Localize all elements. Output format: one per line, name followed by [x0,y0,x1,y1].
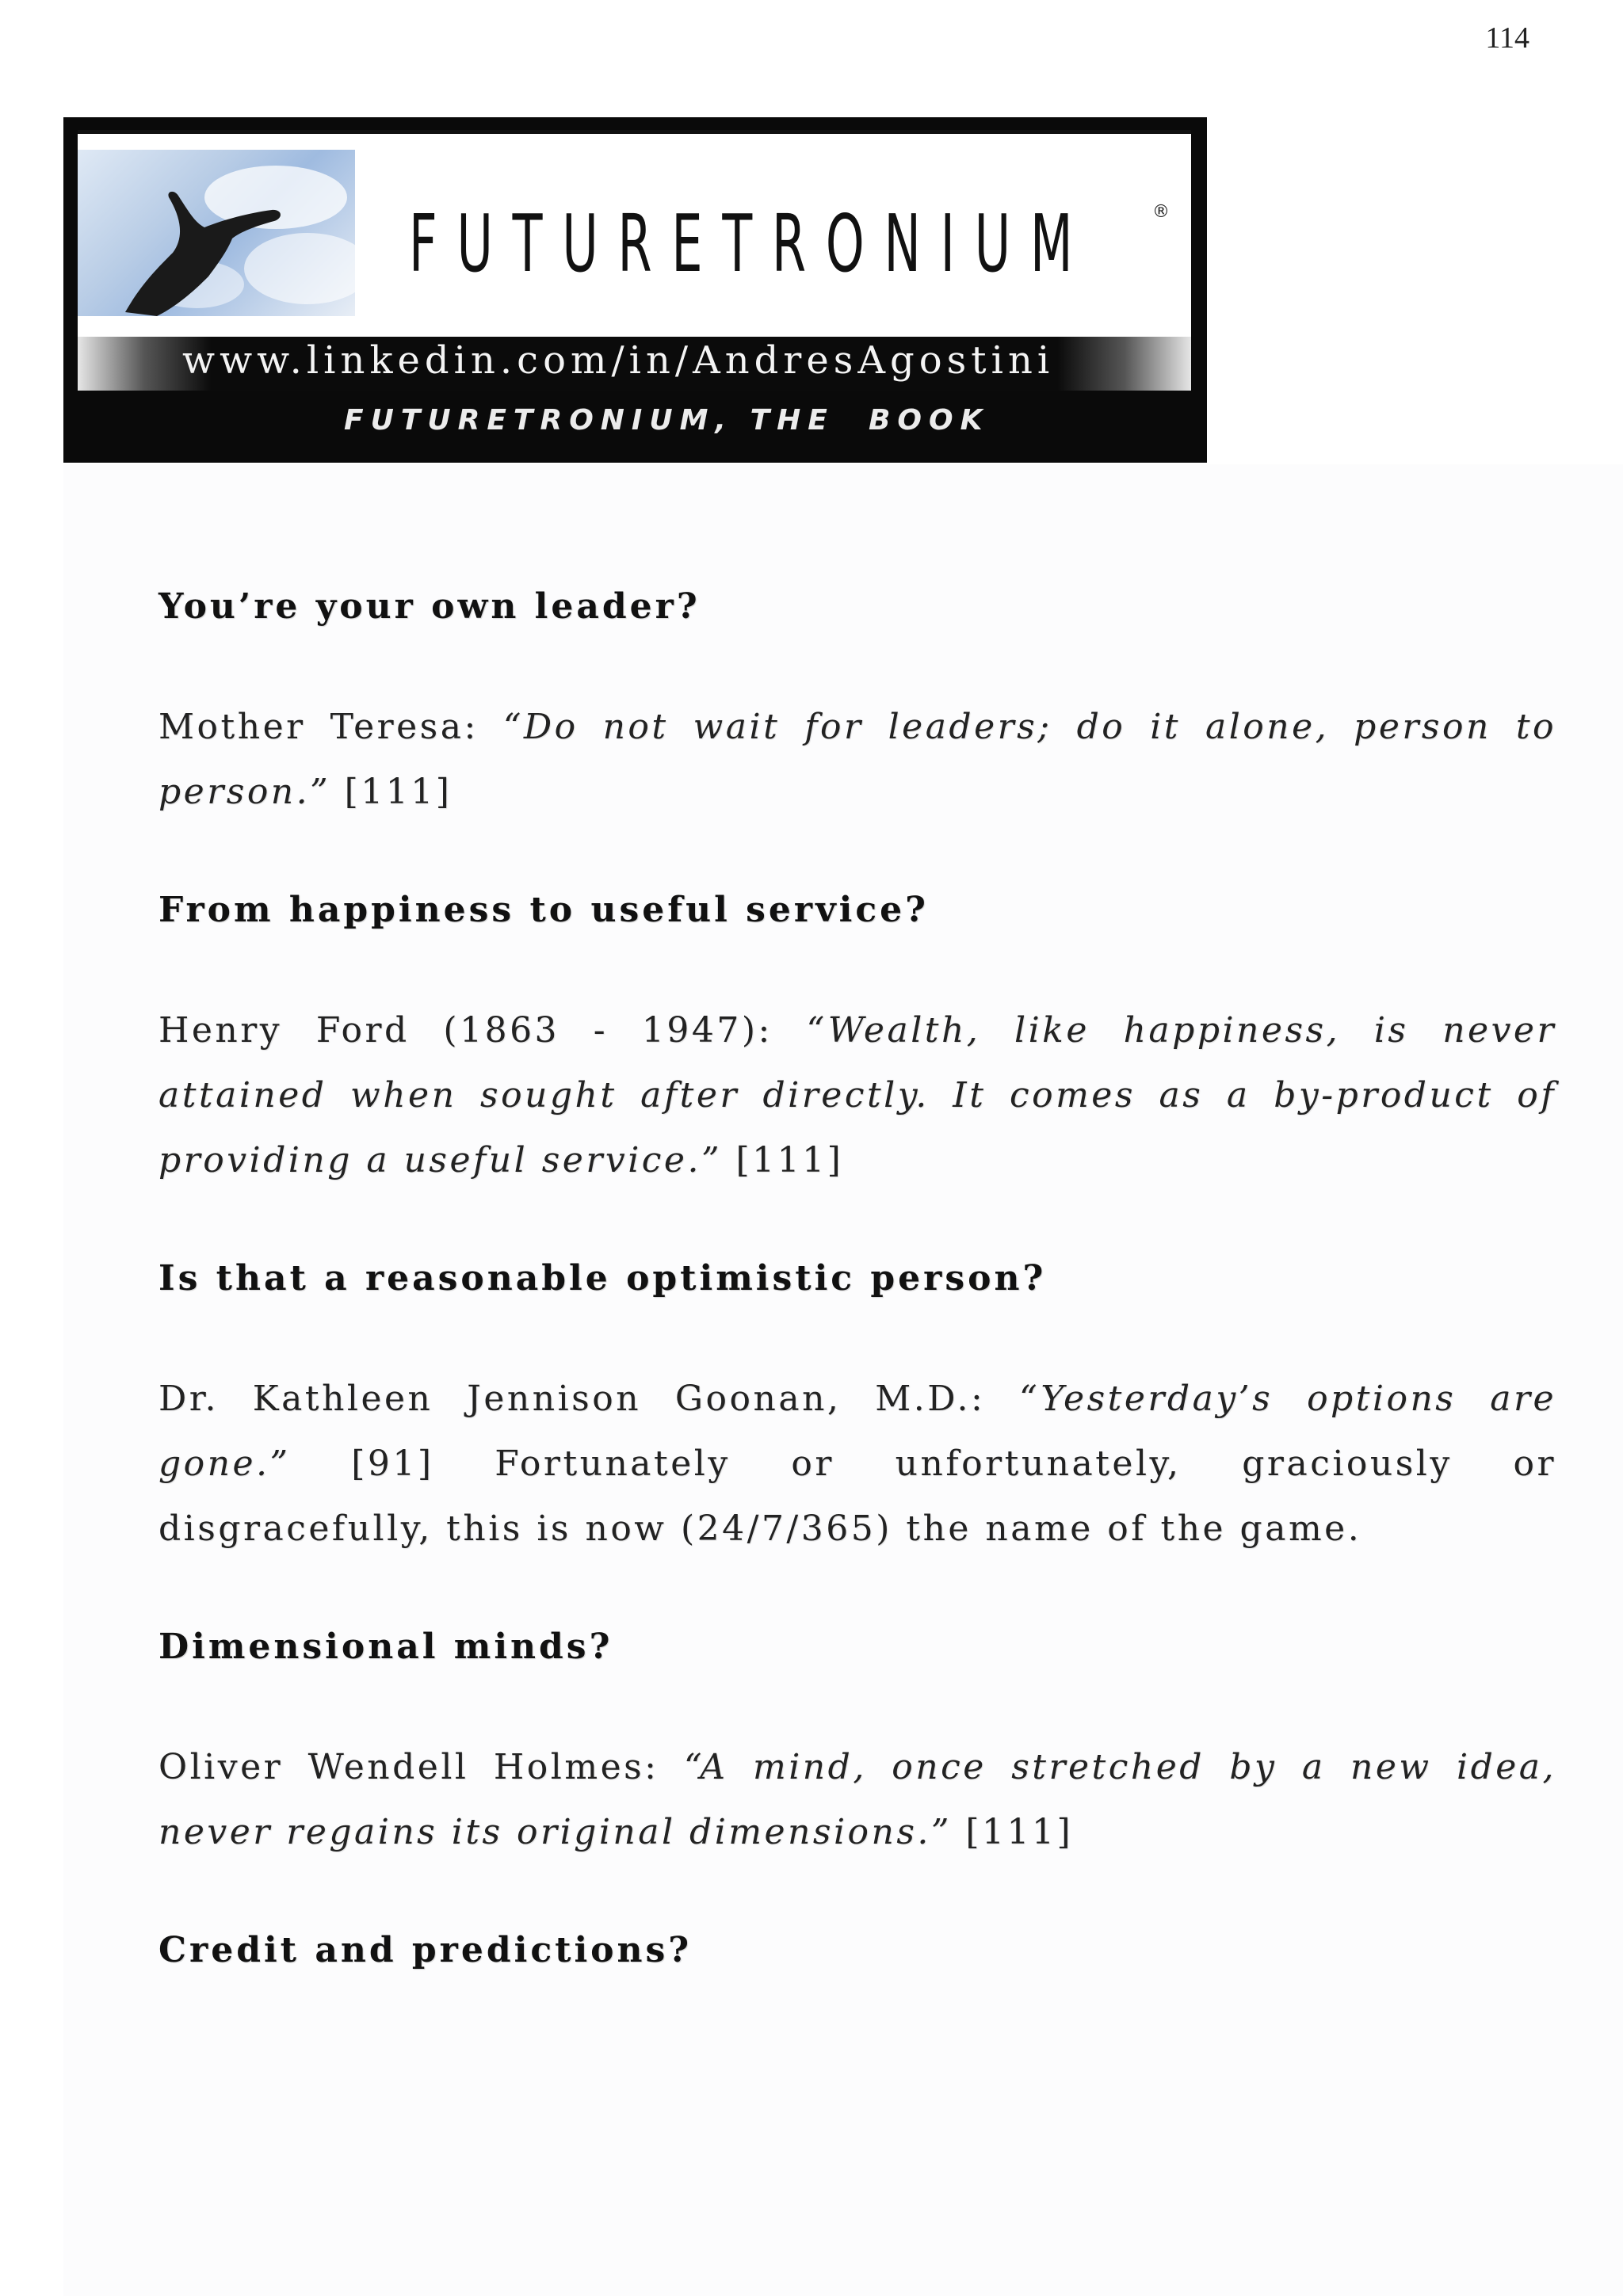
quote-speaker: Oliver Wendell Holmes: [158,1747,684,1787]
section-heading: Is that a reasonable optimistic person? [158,1258,1047,1299]
quote-speaker: Mother Teresa: [158,707,503,747]
quote-citation: [111] [330,772,453,812]
futuretronium-banner [63,117,1207,463]
registered-mark: ® [1152,202,1170,222]
quote-text: “Wealth, like happiness, is never attained when sought after directly. It comes as a by-product of providing a useful service.” [158,1010,1557,1180]
hand-reaching-sky-image [78,150,355,316]
banner-url: www.linkedin.com/in/AndresAgostini [182,338,1055,383]
page-content [158,586,1556,2039]
page-number: 114 [1485,21,1529,55]
banner-subtitle: FUTURETRONIUM, THE BOOK [344,404,990,437]
section-heading: From happiness to useful service? [158,890,929,930]
quote-citation: [111] [951,1812,1074,1852]
quote-speaker: Henry Ford (1863 - 1947): [158,1010,807,1051]
section-heading: You’re your own leader? [158,586,701,627]
quote-text: “Yesterday’s options are gone.” [158,1379,1557,1484]
hand-silhouette-icon [78,150,355,316]
quote-paragraph [158,1367,1556,1562]
banner-logo-area [78,130,1191,383]
section-heading: Credit and predictions? [158,1930,693,1970]
quote-citation: [111] [721,1140,844,1180]
quote-speaker: Dr. Kathleen Jennison Goonan, M.D.: [158,1379,1020,1419]
quote-text: “A mind, once stretched by a new idea, never regains its original dimensions.” [158,1747,1556,1852]
quote-paragraph [158,1735,1556,1865]
banner-brand-title: FUTURETRONIUM [409,197,1093,290]
section-heading: Dimensional minds? [158,1627,613,1667]
quote-citation: [91] Fortunately or unfortunately, graciously or disgracefully, this is now (24/7/365) the name of the game. [158,1444,1556,1549]
quote-paragraph [158,695,1556,825]
quote-text: “Do not wait for leaders; do it alone, person to person.” [158,707,1556,812]
quote-paragraph [158,998,1556,1193]
